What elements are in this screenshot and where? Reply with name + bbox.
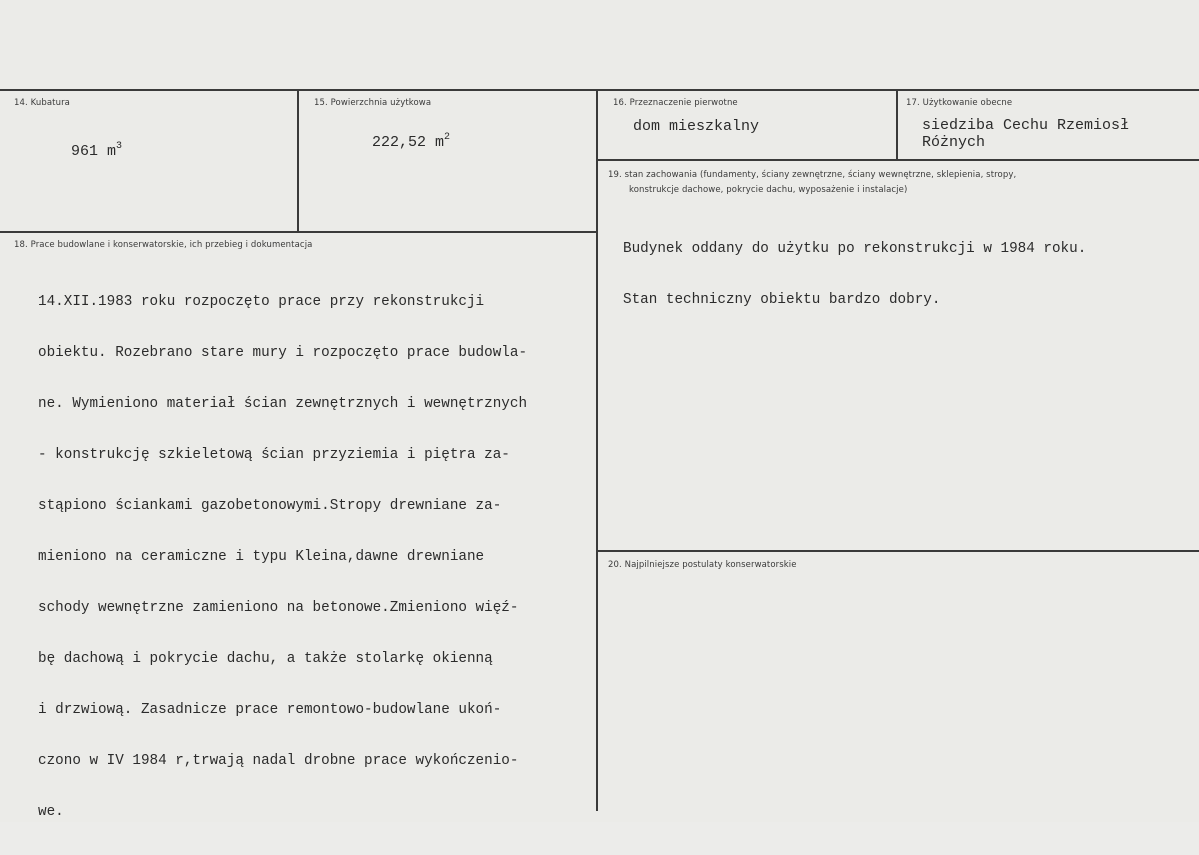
value-kubatura	[35, 126, 122, 179]
label-przeznaczenie: 16. Przeznaczenie pierwotne	[613, 98, 738, 108]
label-powierzchnia: 15. Powierzchnia użytkowa	[314, 98, 432, 108]
prace-line: schody wewnętrzne zamieniono na betonowe.Zmieniono więź-	[38, 600, 519, 616]
prace-line: obiektu. Rozebrano stare mury i rozpoczęto prace budowla-	[38, 345, 528, 361]
label-uzytkowanie: 17. Użytkowanie obecne	[906, 98, 1013, 108]
divider-14-15	[297, 91, 299, 231]
label-stan-line1: 19. stan zachowania (fundamenty, ściany zewnętrzne, ściany wewnętrzne, sklepienia, stropy,	[608, 170, 1017, 180]
label-prace: 18. Prace budowlane i konserwatorskie, ich przebieg i dokumentacja	[14, 240, 313, 250]
label-postulaty: 20. Najpilniejsze postulaty konserwatorskie	[608, 560, 797, 570]
value-uzytkowanie-line1: siedziba Cechu Rzemiosł	[922, 117, 1130, 134]
prace-text	[38, 260, 527, 855]
prace-line: we.	[38, 804, 64, 820]
rule-above-18	[0, 231, 597, 233]
divider-16-17	[896, 91, 898, 159]
divider-center	[596, 91, 598, 811]
prace-line: i drzwiową. Zasadnicze prace remontowo-budowlane ukoń-	[38, 702, 502, 718]
prace-line: czono w IV 1984 r,trwają nadal drobne prace wykończenio-	[38, 753, 519, 769]
prace-line: mieniono na ceramiczne i typu Kleina,dawne drewniane	[38, 549, 485, 565]
label-kubatura: 14. Kubatura	[14, 98, 70, 108]
value-uzytkowanie-line2: Różnych	[922, 134, 986, 151]
stan-line: Budynek oddany do użytku po rekonstrukcji w 1984 roku.	[623, 241, 1087, 257]
powierzchnia-number: 222,52 m	[372, 134, 445, 151]
value-przeznaczenie: dom mieszkalny	[633, 118, 760, 135]
prace-line: - konstrukcję szkieletową ścian przyziemia i piętra za-	[38, 447, 510, 463]
stan-line: Stan techniczny obiektu bardzo dobry.	[623, 292, 941, 308]
rule-above-19	[597, 159, 1199, 161]
powierzchnia-sup: 2	[444, 132, 451, 143]
kubatura-number: 961 m	[71, 143, 117, 160]
rule-above-20	[597, 550, 1199, 552]
top-rule	[0, 89, 1199, 91]
label-stan-line2: konstrukcje dachowe, pokrycie dachu, wyposażenie i instalacje)	[629, 185, 908, 195]
prace-line: bę dachową i pokrycie dachu, a także stolarkę okienną	[38, 651, 493, 667]
prace-line: 14.XII.1983 roku rozpoczęto prace przy rekonstrukcji	[38, 294, 485, 310]
prace-line: ne. Wymieniono materiał ścian zewnętrznych i wewnętrznych	[38, 396, 528, 412]
stan-text	[623, 207, 1086, 343]
kubatura-sup: 3	[116, 141, 123, 152]
prace-line: stąpiono ściankami gazobetonowymi.Stropy drewniane za-	[38, 498, 502, 514]
value-powierzchnia	[336, 117, 450, 170]
